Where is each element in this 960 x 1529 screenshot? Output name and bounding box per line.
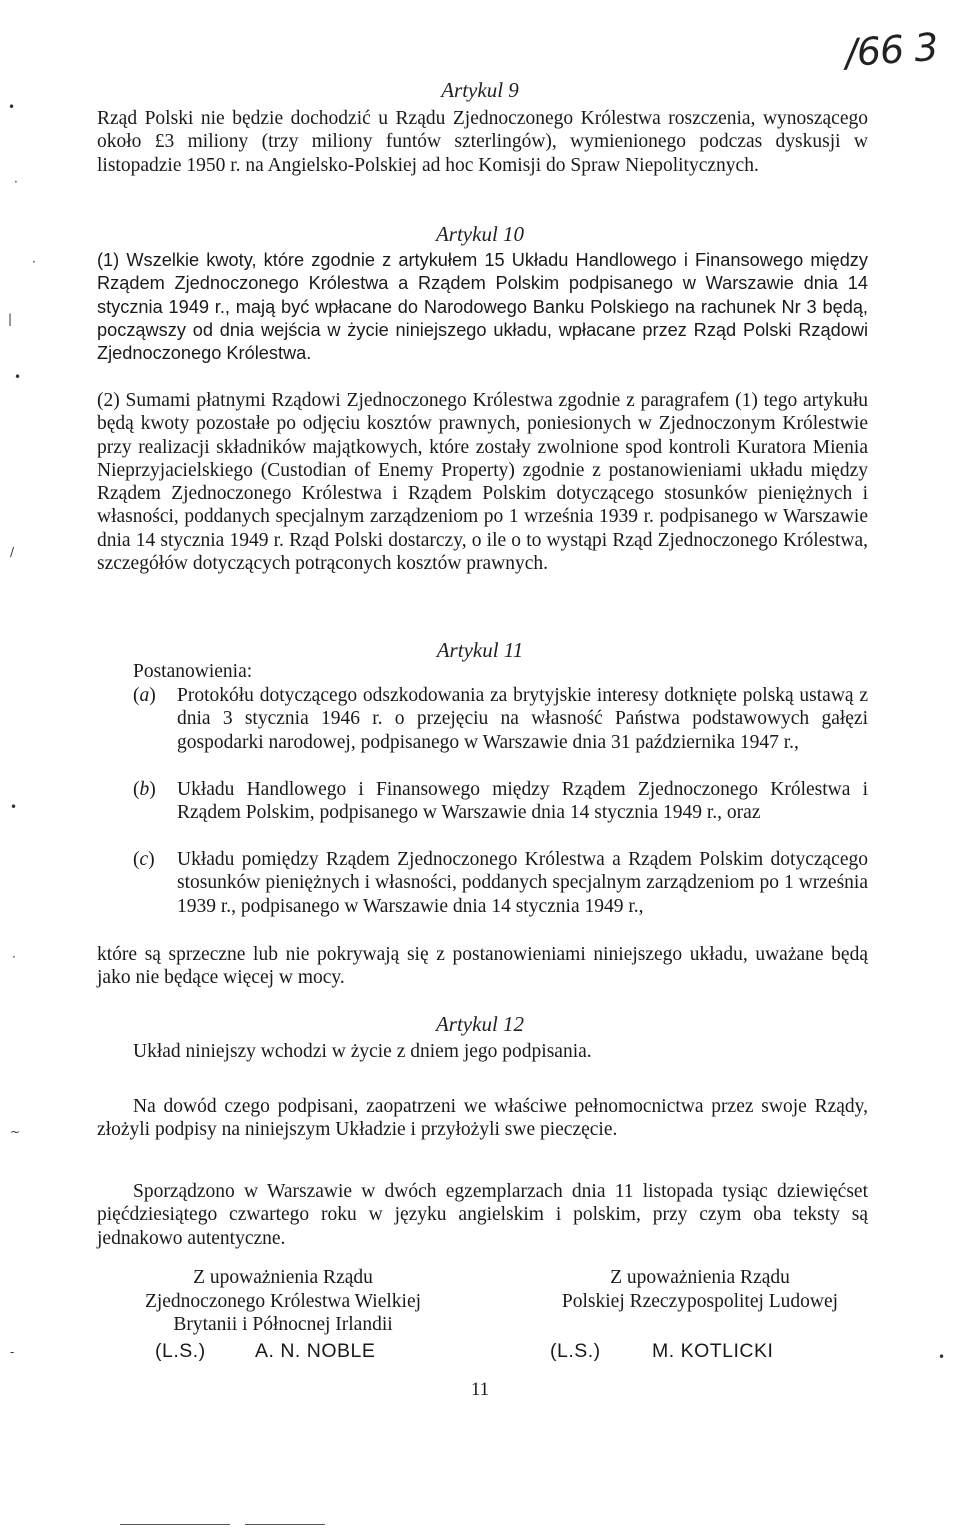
article-11-title: Artykul 11 [436, 638, 524, 662]
done-at-clause: Sporządzono w Warszawie w dwóch egzemplarzach dnia 11 listopada tysiąc dziewięćset pięćdziesiątego czwartego roku w języku angielskim i polskim, przy czym oba teksty są jednakowo autentyczne. [97, 1181, 868, 1249]
item-marker: (b) [133, 779, 156, 800]
item-text: Protokółu dotyczącego odszkodowania za brytyjskie interesy dotknięte polską ustawą z dnia 3 stycznia 1946 r. o przejęciu na własność Państwa podstawowych gałęzi gospodarki narodowej, podpisanego w Warszawie dnia 31 października 1947 r., [177, 685, 868, 753]
signature-block-left [98, 1266, 468, 1337]
signatory-left-name: A. N. NOBLE [255, 1340, 376, 1362]
item-text: Układu pomiędzy Rządem Zjednoczonego Królestwa a Rządem Polskim dotyczącego stosunków pieniężnych i własności, poddanych specjalnym zarządzeniom po 1 września 1939 r., podpisanego w Warszawie dnia 14 stycznia 1949 r., [177, 849, 868, 917]
scan-edge-line [245, 1524, 325, 1525]
item-marker: (a) [133, 685, 156, 706]
scan-artifact-mark: - [10, 1345, 15, 1359]
signatory-right-name: M. KOTLICKI [652, 1340, 774, 1362]
article-11-item-c [133, 848, 868, 918]
signature-left-line-3: Brytanii i Północnej Irlandii [173, 1314, 393, 1335]
signature-left-line-2: Zjednoczonego Królestwa Wielkiej [144, 1290, 422, 1312]
scan-artifact-mark: • [10, 800, 18, 814]
article-9-body: Rząd Polski nie będzie dochodzić u Rządu Zjednoczonego Królestwa roszczenia, wynoszącego około £3 miliony (trzy miliony funtów szterlingów), wymienionego podczas dyskusji w listopadzie 1950 r. na Angielsko-Polskiej ad hoc Komisji do Spraw Niepolitycznych. [97, 108, 868, 176]
article-11-intro: Postanowienia: [133, 661, 253, 682]
scan-artifact-mark: / [10, 545, 15, 559]
article-11-item-b [133, 778, 868, 825]
seal-left: (L.S.) [155, 1340, 206, 1362]
scan-artifact-mark: · [12, 950, 16, 964]
item-marker: (c) [133, 849, 155, 870]
signature-right-line-1: Z upoważnienia Rządu [610, 1267, 790, 1288]
article-10-title: Artykul 10 [435, 222, 525, 246]
seal-right: (L.S.) [550, 1340, 601, 1362]
scan-artifact-mark: • [14, 370, 22, 384]
signature-right-line-2: Polskiej Rzeczypospolitej Ludowej [561, 1290, 839, 1312]
signature-block-right [515, 1266, 885, 1313]
article-10-paragraph-1: (1) Wszelkie kwoty, które zgodnie z artykułem 15 Układu Handlowego i Finansowego między Rządem Zjednoczonego Królestwa a Rządem Polskim podpisanego w Warszawie dnia 14 stycznia 1949 r., mają być wpłacane do Narodowego Banku Polskiego na rachunek Nr 3 będą, począwszy od dnia wejścia w życie niniejszego układu, wpłacane przez Rząd Polski Rządowi Zjednoczonego Królestwa. [97, 250, 868, 364]
scan-artifact-mark: · [32, 255, 36, 269]
article-10-paragraph-2: (2) Sumami płatnymi Rządowi Zjednoczonego Królestwa zgodnie z paragrafem (1) tego artykułu będą kwoty pozostałe po odjęciu kosztów prawnych, poniesionych w Zjednoczonym Królestwie przy realizacji składników majątkowych, które zostały zwolnione spod kontroli Kuratora Mienia Nieprzyjacielskiego (Custodian of Enemy Property) zgodnie z postanowieniami układu między Rządem Zjednoczonego Królestwa i Rządem Polskim dotyczącego stosunków pieniężnych i własności, poddanych specjalnym zarządzeniom po 1 września 1939 r. podpisanego w Warszawie dnia 14 stycznia 1949 r. Rząd Polski dostarczy, o ile o to wystąpi Rząd Zjednoczonego Królestwa, szczegółów dotyczących potrąconych kosztów prawnych. [97, 390, 868, 575]
page-number: 11 [470, 1379, 490, 1400]
article-12-body: Układ niniejszy wchodzi w życie z dniem jego podpisania. [133, 1041, 592, 1062]
scan-edge-line [120, 1524, 230, 1525]
item-text: Układu Handlowego i Finansowego między Rządem Zjednoczonego Królestwa i Rządem Polskim, podpisanego w Warszawie dnia 14 stycznia 1949 r., oraz [177, 779, 868, 824]
handwritten-page-mark: /66 3 [843, 24, 939, 76]
article-12-title: Artykul 12 [435, 1012, 525, 1036]
article-9-title: Artykul 9 [441, 78, 519, 102]
article-11-closing: które są sprzeczne lub nie pokrywają się z postanowieniami niniejszego układu, uważane będą jako nie będące więcej w mocy. [97, 944, 868, 989]
scan-artifact-mark: • [8, 100, 16, 114]
scan-artifact-mark: • [938, 1350, 946, 1364]
witness-clause: Na dowód czego podpisani, zaopatrzeni we właściwe pełnomocnictwa przez swoje Rządy, złożyli podpisy na niniejszym Układzie i przyłożyli swe pieczęcie. [97, 1096, 868, 1141]
scan-artifact-mark: · [14, 175, 18, 189]
scan-artifact-mark: | [8, 312, 13, 326]
signature-left-line-1: Z upoważnienia Rządu [193, 1267, 373, 1288]
article-11-item-a [133, 684, 868, 754]
scan-artifact-mark: ~ [10, 1125, 21, 1139]
